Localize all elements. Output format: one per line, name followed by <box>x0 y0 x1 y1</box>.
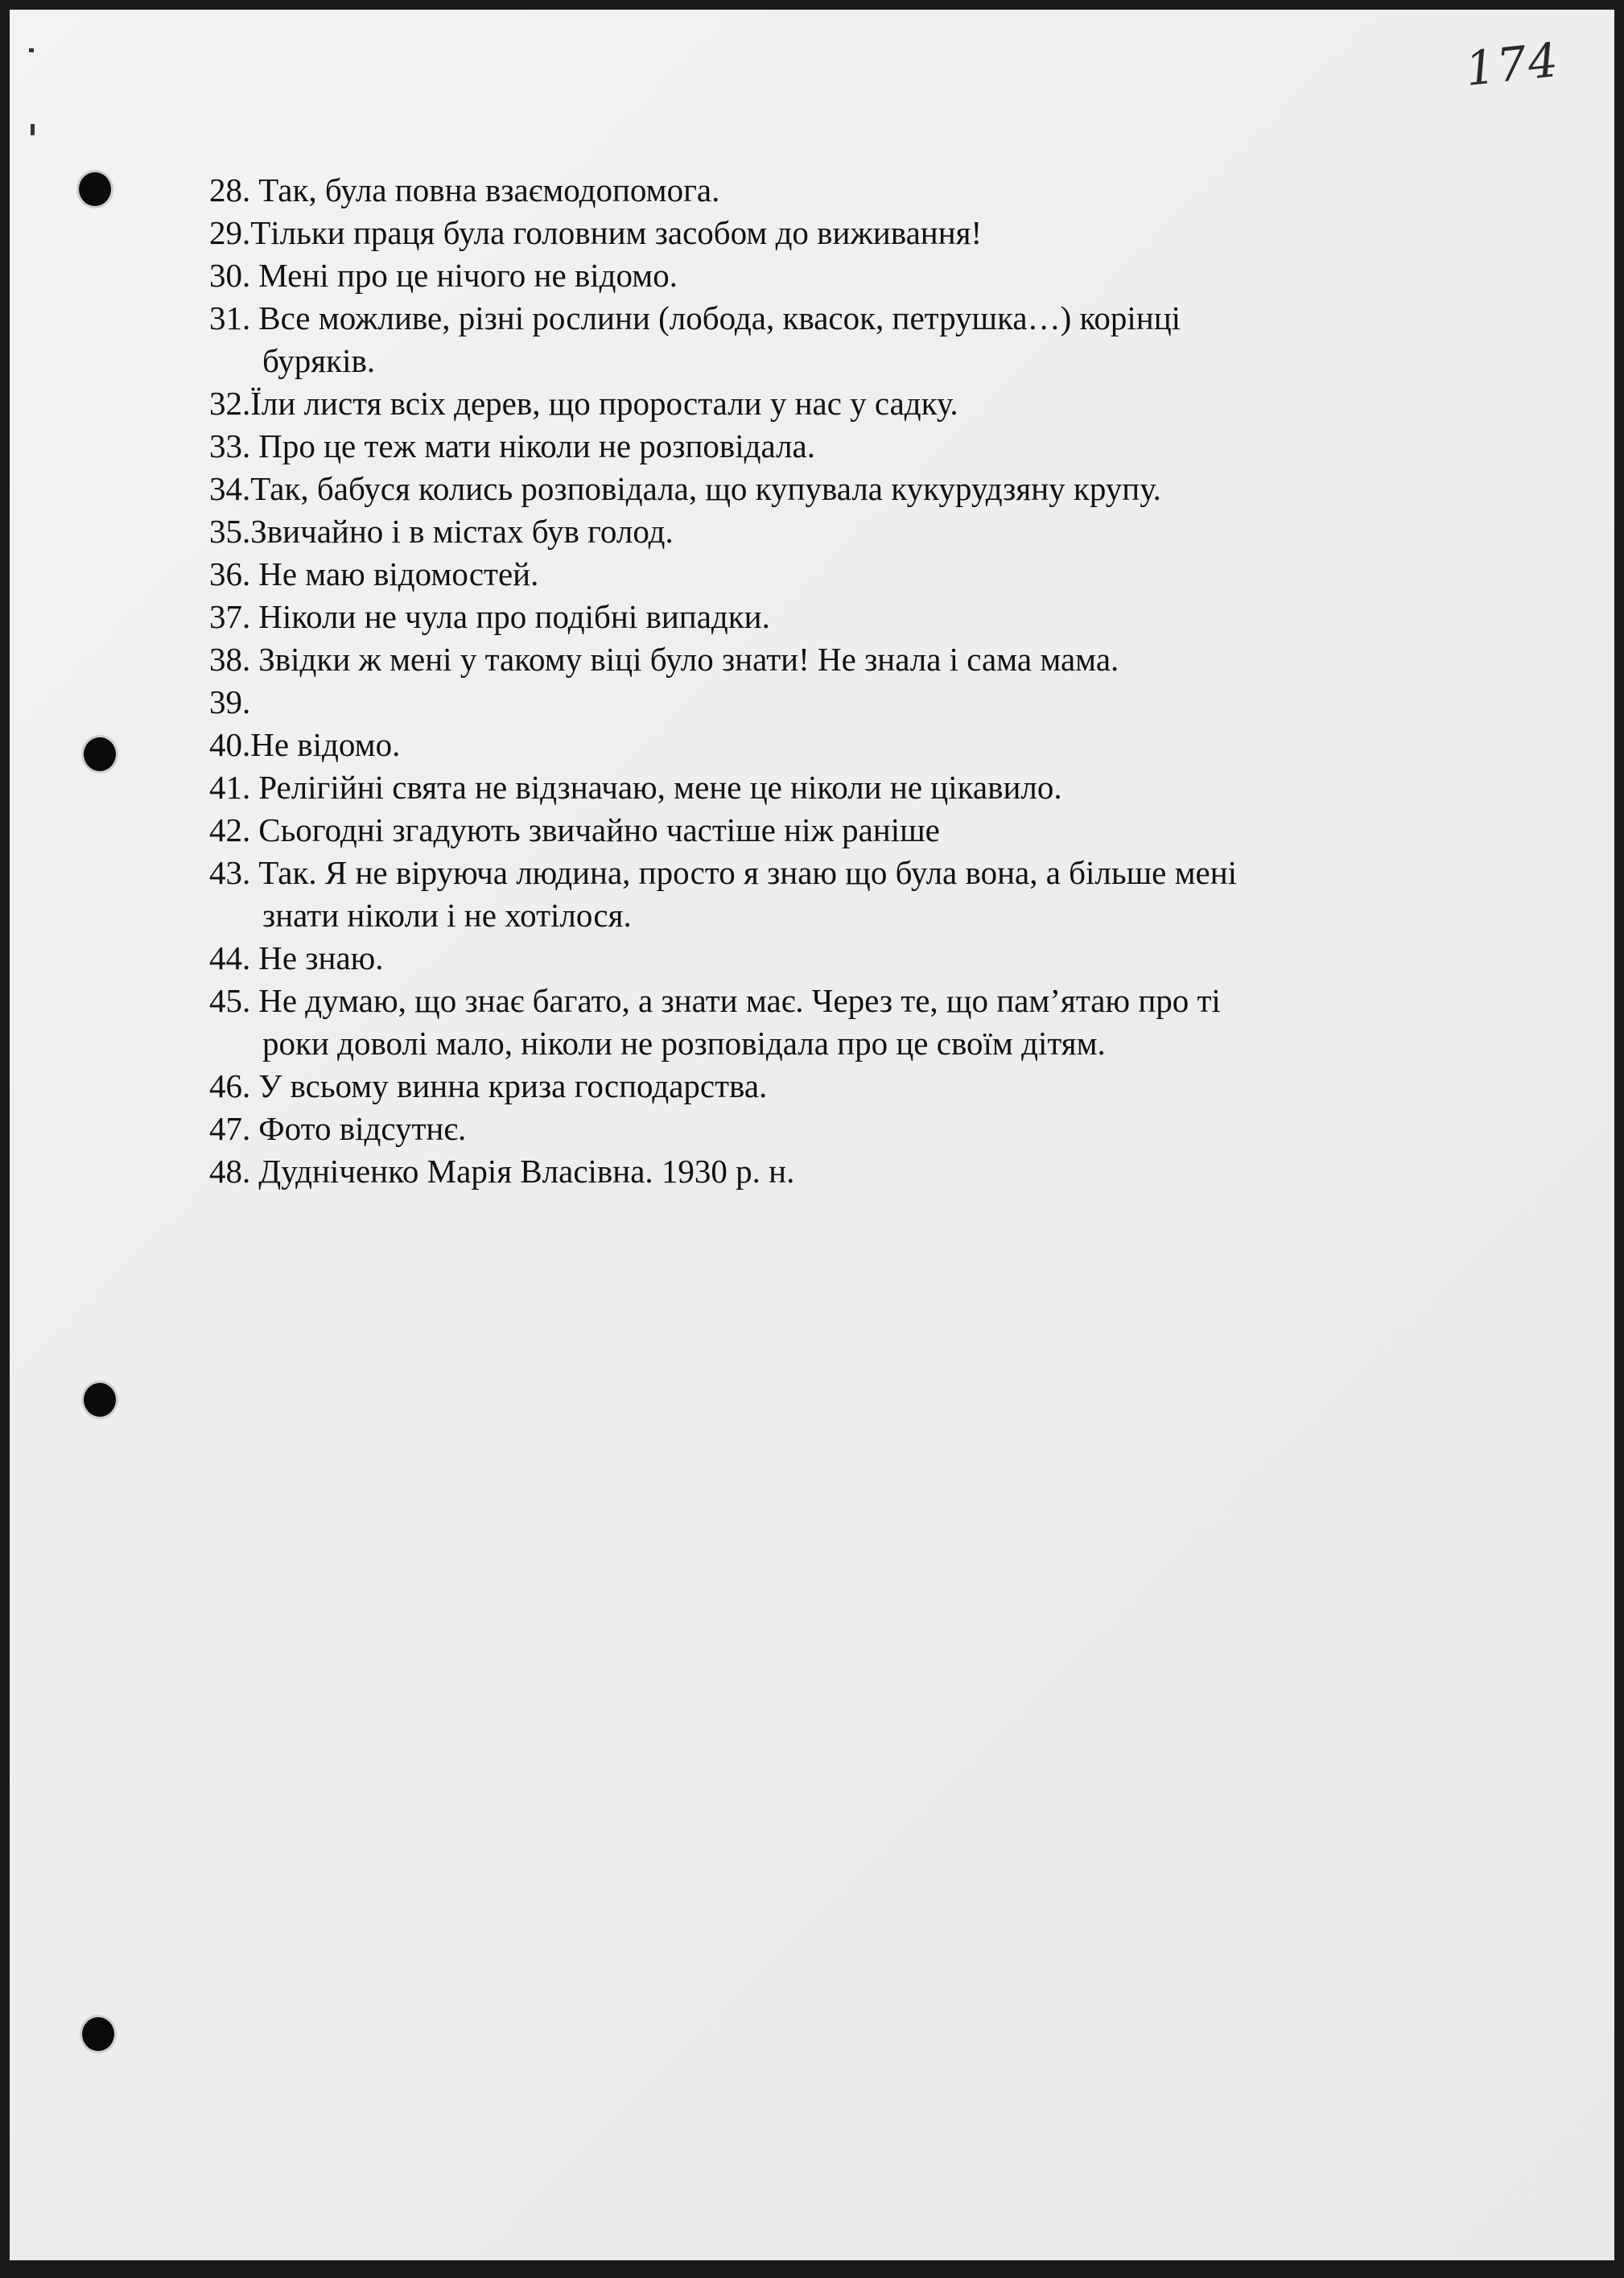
answer-item <box>209 980 1465 1022</box>
answer-number: 47. <box>209 1110 251 1147</box>
answer-continuation: роки доволі мало, ніколи не розповідала про це своїм дітям. <box>262 1025 1106 1062</box>
answer-text: У всьому винна криза господарства. <box>258 1067 768 1104</box>
answer-text: Мені про це нічого не відомо. <box>258 257 678 294</box>
answer-number: 31. <box>209 299 251 336</box>
answer-number: 46. <box>209 1067 251 1104</box>
answer-number: 34. <box>209 470 251 507</box>
answer-text: Їли листя всіх дерев, що проростали у нас у садку. <box>250 385 958 422</box>
answer-text: Ніколи не чула про подібні випадки. <box>258 598 770 635</box>
answer-continuation: знати ніколи і не хотілося. <box>262 897 632 934</box>
answer-text: Так. Я не віруюча людина, просто я знаю що була вона, а більше мені <box>258 854 1238 891</box>
answer-number: 35. <box>209 513 251 550</box>
answer-text: Не думаю, що знає багато, а знати має. Через те, що пам’ятаю про ті <box>258 982 1221 1019</box>
document-page <box>10 10 1614 2260</box>
answer-item <box>209 425 1465 468</box>
answer-number: 43. <box>209 854 251 891</box>
answer-list <box>209 169 1465 1193</box>
answer-number: 37. <box>209 598 251 635</box>
answer-item <box>209 852 1465 894</box>
answer-number: 32. <box>209 385 251 422</box>
answer-text: Дудніченко Марія Власівна. 1930 р. н. <box>258 1153 795 1190</box>
answer-number: 30. <box>209 257 251 294</box>
answer-item <box>209 596 1465 638</box>
answer-item <box>209 1065 1465 1108</box>
scan-speck <box>29 48 34 52</box>
answer-continuation: буряків. <box>262 342 376 379</box>
answer-text: Фото відсутнє. <box>258 1110 467 1147</box>
punch-hole <box>82 2017 114 2051</box>
punch-hole <box>84 1383 116 1417</box>
answer-number: 48. <box>209 1153 251 1190</box>
answer-text: Так, була повна взаємодопомога. <box>258 171 720 208</box>
answer-item <box>209 169 1465 212</box>
answer-text: Так, бабуся колись розповідала, що купувала кукурудзяну крупу. <box>250 470 1161 507</box>
answer-item <box>209 553 1465 596</box>
answer-text: Не знаю. <box>258 939 384 976</box>
answer-text: Звичайно і в містах був голод. <box>250 513 674 550</box>
answer-text: Не відомо. <box>250 726 401 763</box>
answer-text: Все можливе, різні рослини (лобода, квасок, петрушка…) корінці <box>258 299 1181 336</box>
answer-item <box>209 382 1465 425</box>
answer-number: 41. <box>209 769 251 806</box>
answer-item <box>209 468 1465 510</box>
answer-number: 28. <box>209 171 251 208</box>
answer-text: Сьогодні згадують звичайно частіше ніж раніше <box>258 811 940 848</box>
answer-item <box>209 1150 1465 1193</box>
answer-text: Не маю відомостей. <box>258 555 539 592</box>
answer-item <box>209 638 1465 681</box>
answer-item <box>209 937 1465 980</box>
answer-item <box>209 681 1465 724</box>
answer-item <box>209 724 1465 766</box>
scan-speck <box>31 124 35 135</box>
answer-text: Релігійні свята не відзначаю, мене це ніколи не цікавило. <box>258 769 1062 806</box>
answer-text: Тільки праця була головним засобом до виживання! <box>250 214 983 251</box>
answer-number: 29. <box>209 214 251 251</box>
answer-item <box>209 254 1465 297</box>
answer-number: 39. <box>209 683 251 720</box>
answer-item <box>209 1108 1465 1150</box>
answer-number: 40. <box>209 726 251 763</box>
answer-number: 45. <box>209 982 251 1019</box>
handwritten-page-number: 174 <box>1463 32 1563 97</box>
answer-number: 38. <box>209 641 251 678</box>
answer-item <box>209 809 1465 852</box>
answer-item <box>209 297 1465 340</box>
answer-text: Звідки ж мені у такому віці було знати! Не знала і сама мама. <box>258 641 1119 678</box>
answer-text: Про це теж мати ніколи не розповідала. <box>258 427 815 464</box>
punch-hole <box>84 737 116 771</box>
answer-item <box>209 510 1465 553</box>
answer-number: 33. <box>209 427 251 464</box>
answer-item <box>209 212 1465 254</box>
punch-hole <box>79 172 111 206</box>
answer-item <box>209 766 1465 809</box>
answer-number: 44. <box>209 939 251 976</box>
answer-number: 36. <box>209 555 251 592</box>
answer-number: 42. <box>209 811 251 848</box>
